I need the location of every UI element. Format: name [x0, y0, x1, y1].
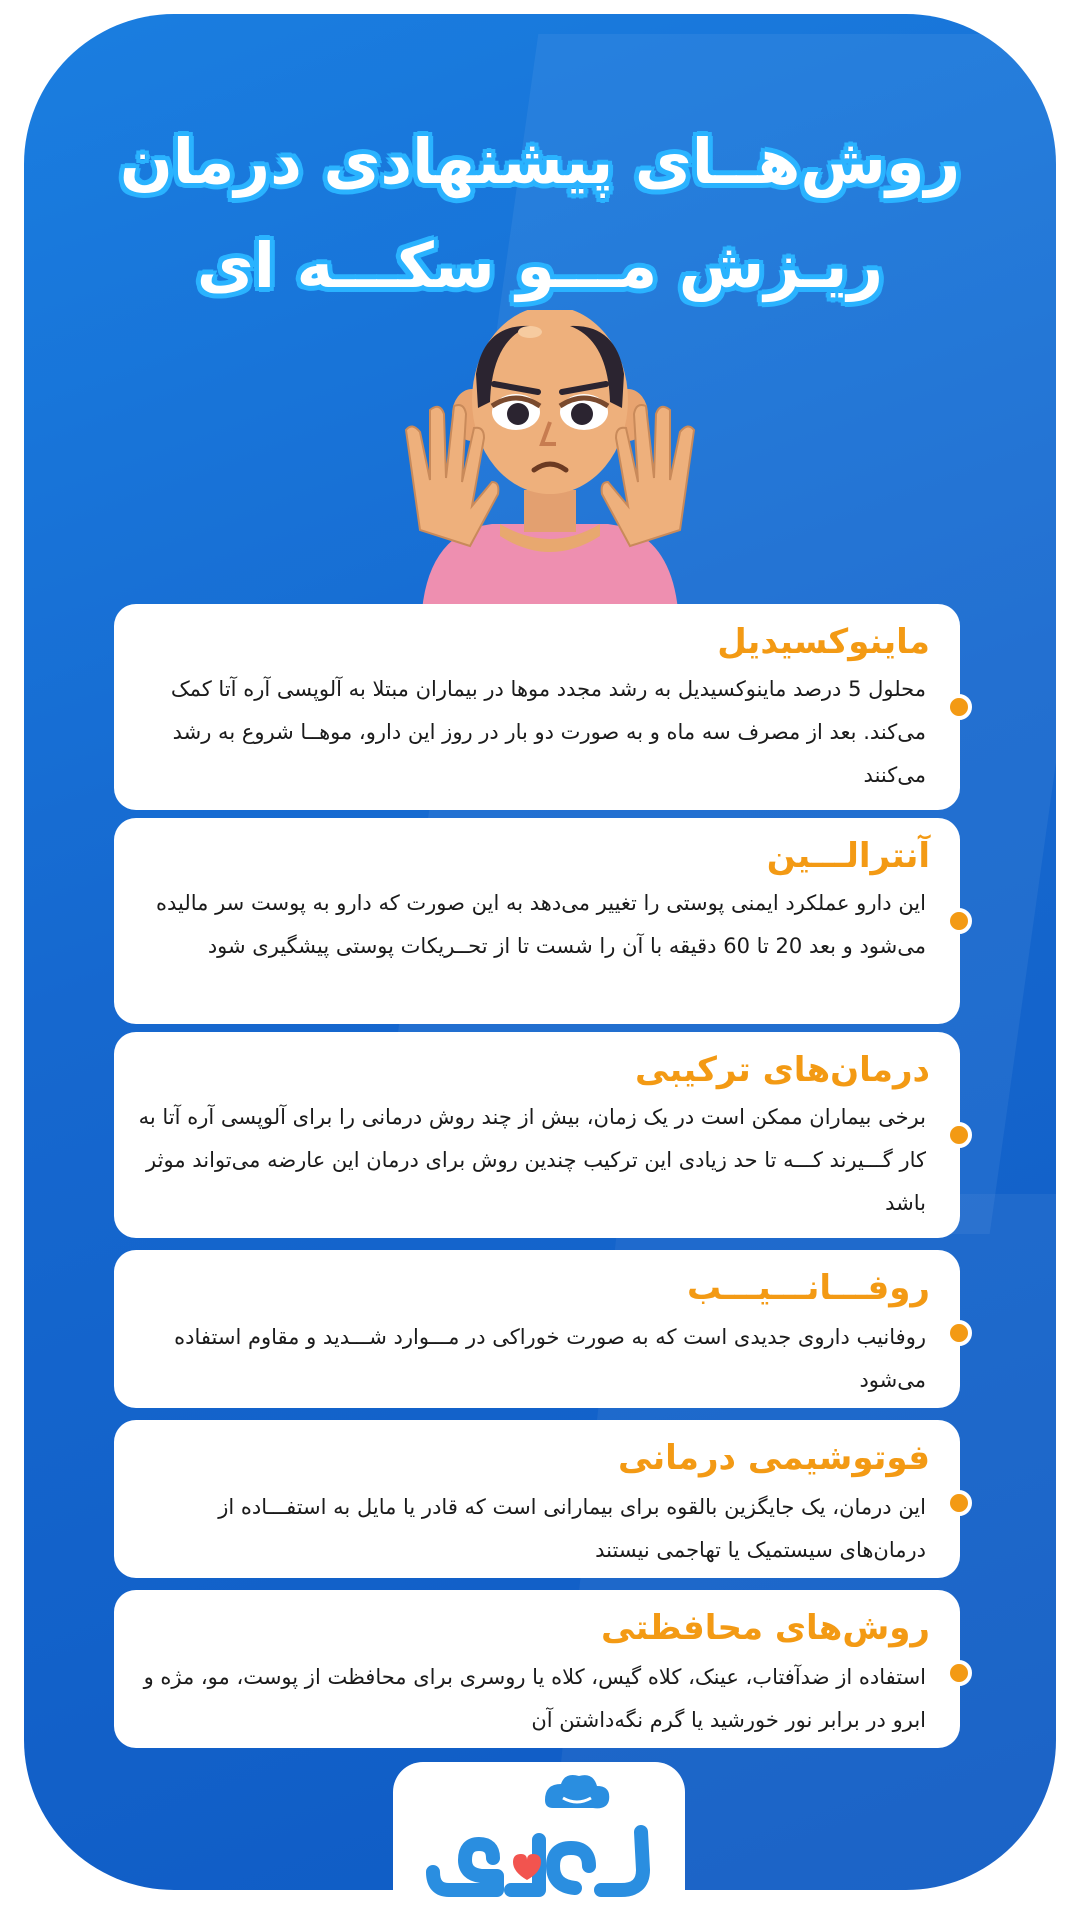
page-title-line-2: ریـزش مـــو سکـــه ای [196, 229, 884, 302]
sad-bald-man-icon [400, 310, 700, 610]
treatment-card-combination [114, 1032, 960, 1238]
card-body: این درمان، یک جایگزین بالقوه برای بیمارانی است که قادر یا مایل به استفـــاده از درمان‌های سیستمیک یا تهاجمی نیستند [218, 1495, 926, 1562]
bullet-icon [946, 694, 972, 720]
treatment-card-ruxolitinib [114, 1250, 960, 1408]
card-body: استفاده از ضدآفتاب، عینک، کلاه گیس، کلاه یا روسری برای محافظت از پوست، مو، مژه و ابرو در برابر نور خورشید یا گرم نگه‌داشتن آن [143, 1665, 926, 1732]
card-heading: ماینوکسیدیل [717, 622, 930, 662]
card-heading: درمان‌های ترکیبی [634, 1050, 930, 1090]
treatment-card-minoxidil [114, 604, 960, 810]
bullet-icon [946, 1320, 972, 1346]
card-body: این دارو عملکرد ایمنی پوستی را تغییر می‌دهد به این صورت که دارو به پوست سر مالیده می‌شود و بعد 20 تا 60 دقیقه با آن را شست تا از تحــریکات پوستی پیشگیری شود [156, 891, 926, 958]
bullet-icon [946, 1490, 972, 1516]
card-heading: فوتوشیمی درمانی [617, 1438, 930, 1478]
card-body: روفانیب داروی جدیدی است که به صورت خوراکی در مـــوارد شـــدید و مقاوم استفاده می‌شود [174, 1325, 926, 1392]
treatment-card-anthralin [114, 818, 960, 1024]
card-body: برخی بیماران ممکن است در یک زمان، بیش از چند روش درمانی را برای آلوپسی آره آتا به کار گـــیرند کـــه تا حد زیادی این ترکیب چندین روش برای درمان این عارضه می‌تواند موثر باشد [138, 1105, 926, 1215]
card-body: محلول 5 درصد ماینوکسیدیل به رشد مجدد موها در بیماران مبتلا به آلوپسی آره آتا کمک می‌کند. بعد از مصرف سه ماه و به صورت دو بار در روز این دارو، موهــا شروع به رشد می‌کنند [170, 677, 926, 787]
logo-tab [393, 1762, 685, 1922]
bullet-icon [946, 1122, 972, 1148]
bullet-icon [946, 1660, 972, 1686]
treatment-card-photochemotherapy [114, 1420, 960, 1578]
treatment-card-protective [114, 1590, 960, 1748]
card-heading: آنترالـــین [766, 836, 930, 876]
card-heading: روفـــانـــیـــب [687, 1268, 930, 1308]
page-title-line-1: روش‌هــای پیشنهادی درمان [119, 125, 961, 198]
bullet-icon [946, 908, 972, 934]
card-heading: روش‌های محافظتی [601, 1608, 930, 1648]
darmankade-logo-icon[interactable] [393, 1762, 685, 1922]
